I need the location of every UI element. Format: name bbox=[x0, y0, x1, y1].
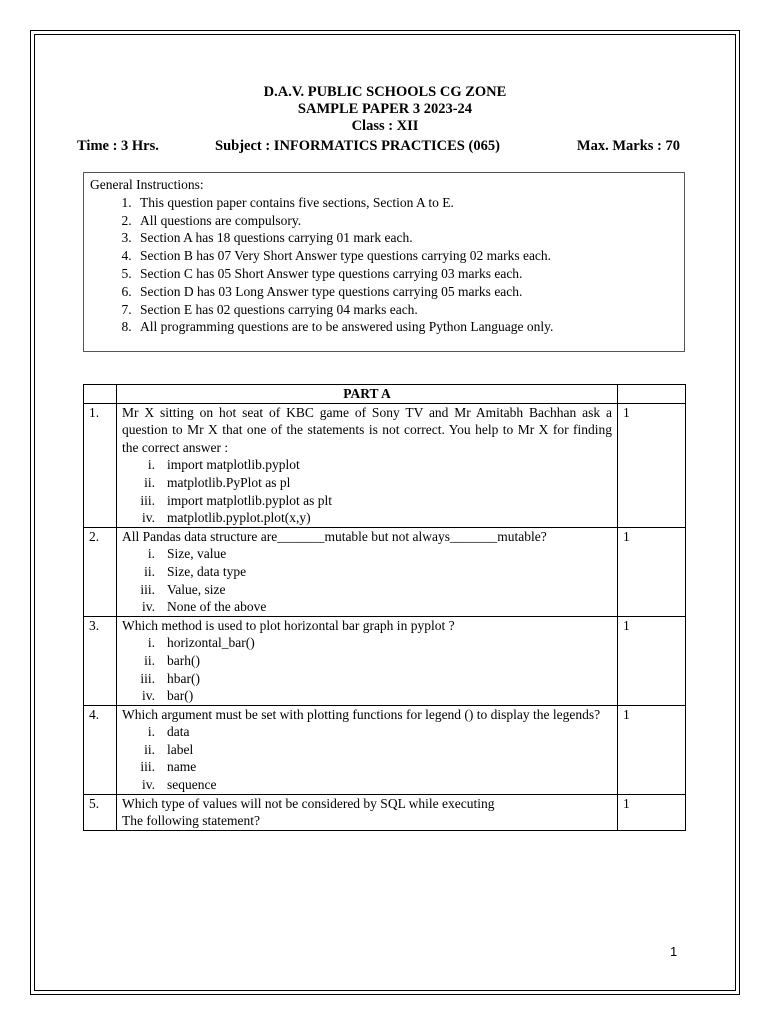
question-marks: 1 bbox=[618, 794, 686, 830]
options-list bbox=[122, 723, 612, 793]
question-number: 4. bbox=[84, 705, 117, 794]
option-item: iii. name bbox=[140, 759, 197, 775]
option-item: i. import matplotlib.pyplot bbox=[147, 457, 300, 473]
page-number: 1 bbox=[670, 944, 678, 959]
class-label: Class : XII bbox=[351, 118, 419, 134]
option-item: iv. bar() bbox=[142, 688, 194, 704]
option-item: iv. None of the above bbox=[142, 599, 267, 615]
instructions-title: General Instructions: bbox=[90, 177, 204, 192]
question-text: All Pandas data structure are_______mutable but not always_______mutable? bbox=[122, 528, 547, 544]
paper-title: SAMPLE PAPER 3 2023-24 bbox=[297, 101, 473, 117]
part-header-row bbox=[84, 385, 686, 404]
question-text-line2: The following statement? bbox=[122, 813, 260, 829]
question-row-4 bbox=[84, 705, 686, 794]
question-number: 5. bbox=[84, 794, 117, 830]
max-marks-label: Max. Marks : 70 bbox=[576, 138, 680, 154]
question-text: Which argument must be set with plotting functions for legend () to display the legends? bbox=[122, 706, 601, 722]
instruction-item: 1. This question paper contains five sections, Section A to E. bbox=[135, 194, 678, 212]
part-title: PART A bbox=[117, 385, 618, 404]
options-list bbox=[122, 634, 612, 704]
general-instructions-box bbox=[83, 172, 685, 352]
question-number: 1. bbox=[84, 403, 117, 527]
option-item: i. data bbox=[147, 724, 190, 740]
question-row-5 bbox=[84, 794, 686, 830]
subject-label: Subject : INFORMATICS PRACTICES (065) bbox=[215, 138, 500, 154]
option-item: ii. barh() bbox=[144, 652, 200, 668]
question-text: Mr X sitting on hot seat of KBC game of Sony TV and Mr Amitabh Bachhan ask a question to Mr X that one of the statements is not correct. You help to Mr X for finding the correct answer : bbox=[122, 404, 612, 455]
instruction-item: 8. All programming questions are to be answered using Python Language only. bbox=[135, 318, 678, 336]
instruction-item: 2. All questions are compulsory. bbox=[135, 212, 678, 230]
options-list bbox=[122, 545, 612, 615]
question-marks: 1 bbox=[618, 705, 686, 794]
option-item: i. Size, value bbox=[147, 546, 227, 562]
instruction-item: 7. Section E has 02 questions carrying 04 marks each. bbox=[135, 301, 678, 319]
option-item: iii. Value, size bbox=[140, 581, 226, 597]
option-item: iii. hbar() bbox=[140, 670, 200, 686]
school-name: D.A.V. PUBLIC SCHOOLS CG ZONE bbox=[263, 84, 507, 100]
question-marks: 1 bbox=[618, 616, 686, 705]
instruction-item: 5. Section C has 05 Short Answer type questions carrying 03 marks each. bbox=[135, 265, 678, 283]
option-item: ii. matplotlib.PyPlot as pl bbox=[144, 474, 291, 490]
option-item: iv. matplotlib.pyplot.plot(x,y) bbox=[142, 510, 311, 526]
questions-table bbox=[83, 384, 686, 831]
instruction-item: 3. Section A has 18 questions carrying 01 mark each. bbox=[135, 229, 678, 247]
option-item: i. horizontal_bar() bbox=[147, 635, 255, 651]
instructions-list bbox=[90, 194, 678, 336]
question-number: 2. bbox=[84, 527, 117, 616]
option-item: ii. label bbox=[144, 741, 194, 757]
time-label: Time : 3 Hrs. bbox=[77, 138, 159, 154]
document-header bbox=[60, 84, 710, 135]
question-text: Which type of values will not be considered by SQL while executing bbox=[122, 795, 495, 811]
question-row-3 bbox=[84, 616, 686, 705]
question-marks: 1 bbox=[618, 403, 686, 527]
instruction-item: 4. Section B has 07 Very Short Answer type questions carrying 02 marks each. bbox=[135, 247, 678, 265]
question-row-1 bbox=[84, 403, 686, 527]
instruction-item: 6. Section D has 03 Long Answer type questions carrying 05 marks each. bbox=[135, 283, 678, 301]
option-item: ii. Size, data type bbox=[144, 563, 247, 579]
options-list bbox=[122, 456, 612, 526]
option-item: iv. sequence bbox=[142, 777, 217, 793]
question-number: 3. bbox=[84, 616, 117, 705]
question-text: Which method is used to plot horizontal bar graph in pyplot ? bbox=[122, 617, 455, 633]
option-item: iii. import matplotlib.pyplot as plt bbox=[140, 492, 332, 508]
question-marks: 1 bbox=[618, 527, 686, 616]
question-row-2 bbox=[84, 527, 686, 616]
